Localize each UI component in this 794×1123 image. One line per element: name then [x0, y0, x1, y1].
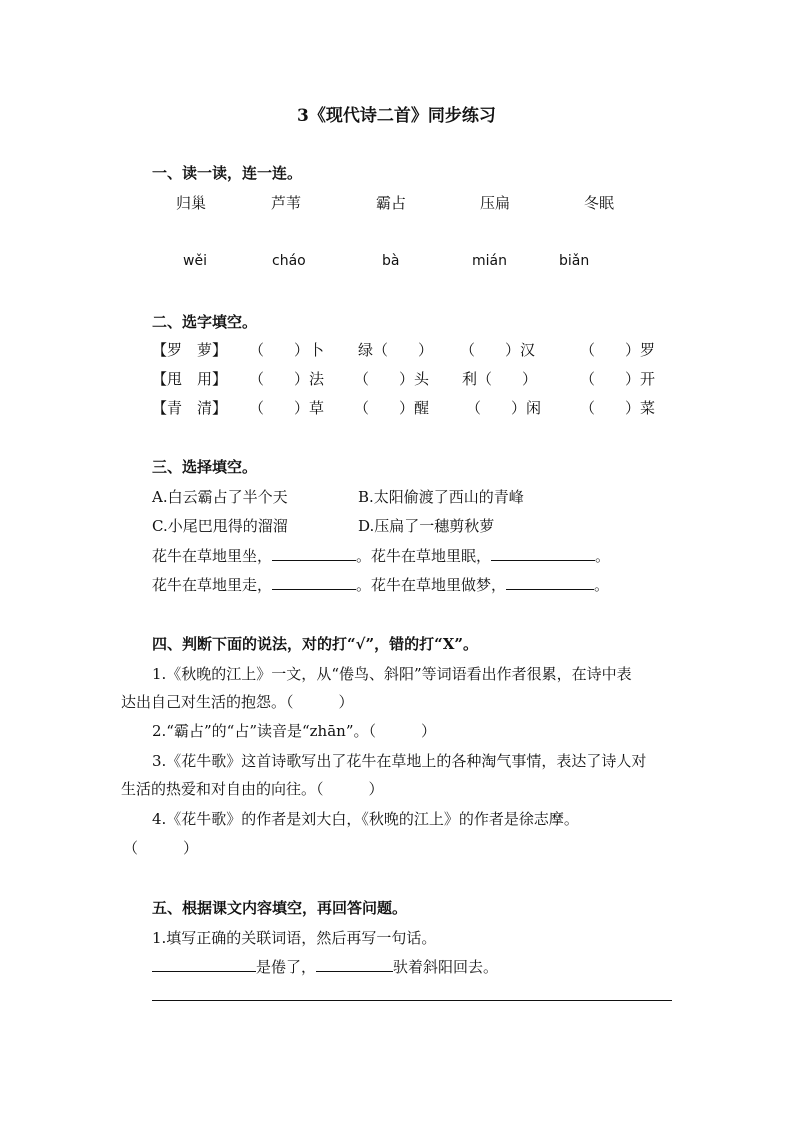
- word-item: 芦苇: [271, 194, 302, 212]
- char-pair: 【罗 萝】: [152, 341, 228, 359]
- question-text: 4.《花牛歌》的作者是刘大白，《秋晚的江上》的作者是徐志摩。: [152, 810, 579, 828]
- section4-heading: 四、判断下面的说法，对的打“√”，错的打“X”。: [152, 635, 479, 653]
- option-d: D.压扁了一穗剪秋萝: [358, 517, 495, 535]
- section5-heading: 五、根据课文内容填空，再回答问题。: [152, 899, 408, 917]
- pinyin-item: wěi: [183, 253, 207, 269]
- question-text: 2.“霸占”的“占”读音是“zhān”。（ ）: [152, 722, 436, 740]
- option-a: A.白云霸占了半个天: [152, 488, 288, 506]
- fill-line-2: [152, 574, 609, 595]
- fill-text: 。花牛在草地里做梦，: [356, 576, 507, 594]
- pinyin-item: biǎn: [559, 253, 590, 269]
- question-text: 1.填写正确的关联词语，然后再写一句话。: [152, 929, 437, 947]
- word-item: 霸占: [376, 194, 407, 212]
- fill-item: （ ）闲: [466, 399, 542, 417]
- fill-text: 花牛在草地里走，: [152, 576, 273, 594]
- option-c: C.小尾巴甩得的溜溜: [152, 517, 288, 535]
- question-text: 1.《秋晚的江上》一文，从“倦鸟、斜阳”等词语看出作者很累，在诗中表: [152, 665, 632, 683]
- fill-item: 利（ ）: [462, 370, 538, 388]
- fill-item: （ ）卜: [249, 341, 325, 359]
- question-text: 3.《花牛歌》这首诗歌写出了花牛在草地上的各种淘气事情，表达了诗人对: [152, 752, 647, 770]
- word-item: 冬眠: [584, 194, 615, 212]
- question-text: （ ）: [123, 839, 199, 857]
- fill-item: （ ）草: [249, 399, 325, 417]
- fill-item: （ ）头: [354, 370, 430, 388]
- char-pair: 【甩 用】: [152, 370, 228, 388]
- fill-text: 是倦了，: [256, 958, 317, 976]
- pinyin-item: bà: [382, 253, 400, 269]
- answer-blank[interactable]: [152, 957, 256, 972]
- word-item: 压扁: [480, 194, 511, 212]
- option-b: B.太阳偷渡了西山的青峰: [358, 488, 524, 506]
- fill-text: 。: [594, 576, 610, 594]
- section3-heading: 三、选择填空。: [152, 458, 258, 476]
- section1-heading: 一、读一读，连一连。: [152, 164, 303, 182]
- answer-blank[interactable]: [316, 957, 393, 972]
- fill-item: （ ）法: [249, 370, 325, 388]
- question-text: 生活的热爱和对自由的向往。（ ）: [121, 780, 384, 798]
- char-pair: 【青 清】: [152, 399, 228, 417]
- writing-line[interactable]: [152, 1000, 672, 1001]
- answer-blank[interactable]: [272, 546, 356, 561]
- pinyin-item: mián: [472, 253, 507, 269]
- question-text: 达出自己对生活的抱怨。（ ）: [121, 693, 354, 711]
- word-item: 归巢: [176, 194, 207, 212]
- fill-item: （ ）开: [580, 370, 656, 388]
- page-title: 3《现代诗二首》同步练习: [297, 106, 496, 126]
- fill-text: 。: [595, 547, 611, 565]
- fill-line-3: [152, 956, 498, 977]
- fill-item: （ ）醒: [354, 399, 430, 417]
- fill-item: （ ）罗: [580, 341, 656, 359]
- fill-text: 驮着斜阳回去。: [393, 958, 499, 976]
- pinyin-item: cháo: [272, 253, 306, 269]
- fill-item: （ ）菜: [580, 399, 656, 417]
- fill-item: （ ）汉: [460, 341, 536, 359]
- answer-blank[interactable]: [506, 575, 594, 590]
- answer-blank[interactable]: [491, 546, 595, 561]
- section2-heading: 二、选字填空。: [152, 313, 258, 331]
- fill-line-1: [152, 545, 610, 566]
- fill-item: 绿（ ）: [358, 341, 434, 359]
- answer-blank[interactable]: [272, 575, 356, 590]
- fill-text: 花牛在草地里坐，: [152, 547, 273, 565]
- fill-text: 。花牛在草地里眠，: [356, 547, 492, 565]
